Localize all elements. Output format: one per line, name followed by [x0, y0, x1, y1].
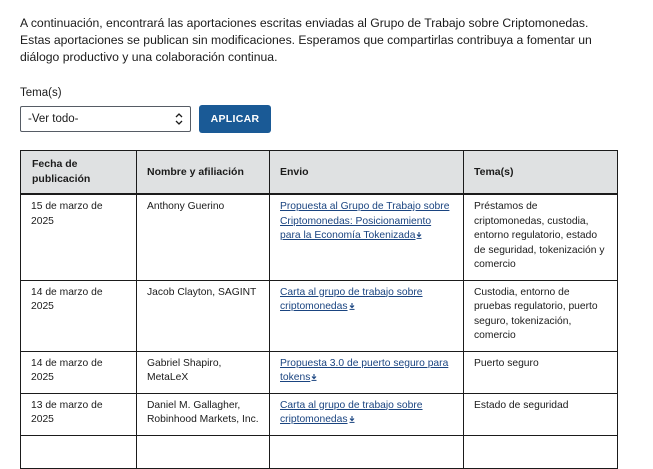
- topic-select-value: -Ver todo-: [28, 113, 79, 125]
- table-row: [21, 280, 618, 351]
- cell-date: 13 de marzo de 2025: [21, 393, 137, 435]
- download-icon: [349, 303, 355, 310]
- submissions-table: [20, 150, 618, 469]
- download-icon: [311, 374, 317, 381]
- submission-link[interactable]: Propuesta 3.0 de puerto seguro para tokens: [280, 357, 449, 383]
- table-header-row: [21, 151, 618, 195]
- column-header-name: Nombre y afiliación: [137, 151, 270, 195]
- page: [20, 0, 633, 133]
- cell-name: Gabriel Shapiro, MetaLeX: [137, 351, 270, 393]
- download-icon: [416, 232, 422, 239]
- cell-name: Jacob Clayton, SAGINT: [137, 280, 270, 351]
- topic-filter-label: Tema(s): [20, 87, 62, 99]
- cell-name: Anthony Guerino: [137, 194, 270, 280]
- cell-submission: [270, 351, 464, 393]
- filter-row: [20, 105, 633, 133]
- submission-link[interactable]: Carta al grupo de trabajo sobre criptomonedas: [280, 399, 423, 425]
- cell-topics: Puerto seguro: [464, 351, 618, 393]
- cell-date: [21, 435, 137, 468]
- cell-topics: Estado de seguridad: [464, 393, 618, 435]
- chevron-up-down-icon: [175, 112, 183, 126]
- cell-date: 14 de marzo de 2025: [21, 351, 137, 393]
- column-header-topics: Tema(s): [464, 151, 618, 195]
- cell-date: 14 de marzo de 2025: [21, 280, 137, 351]
- apply-button[interactable]: APLICAR: [199, 105, 271, 133]
- intro-text: A continuación, encontrará las aportaciones escritas enviadas al Grupo de Trabajo sobre Criptomonedas. Estas aportaciones se publican sin modificaciones. Esperamos que compartirlas contribuya a fomentar un diálogo productivo y una colaboración continua.: [20, 16, 592, 64]
- cell-submission: [270, 194, 464, 280]
- cell-submission: [270, 393, 464, 435]
- cell-submission: [270, 280, 464, 351]
- submission-link[interactable]: Propuesta al Grupo de Trabajo sobre Criptomonedas: Posicionamiento para la Economía Tokenizada: [280, 201, 450, 241]
- table-row: [21, 351, 618, 393]
- column-header-date: Fecha de publicación: [21, 151, 137, 195]
- cell-submission: [270, 435, 464, 468]
- submission-link[interactable]: Carta al grupo de trabajo sobre criptomonedas: [280, 286, 423, 312]
- cell-topics: Custodia, entorno de pruebas regulatorio, puerto seguro, tokenización, comercio: [464, 280, 618, 351]
- cell-name: Daniel M. Gallagher, Robinhood Markets, Inc.: [137, 393, 270, 435]
- table-row: [21, 393, 618, 435]
- download-icon: [349, 416, 355, 423]
- cell-date: 15 de marzo de 2025: [21, 194, 137, 280]
- table-row: [21, 194, 618, 280]
- cell-name: [137, 435, 270, 468]
- topic-select[interactable]: [20, 106, 191, 132]
- cell-topics: [464, 435, 618, 468]
- table-row: [21, 435, 618, 468]
- cell-topics: Préstamos de criptomonedas, custodia, entorno regulatorio, estado de seguridad, tokenización y comercio: [464, 194, 618, 280]
- column-header-submission: Envio: [270, 151, 464, 195]
